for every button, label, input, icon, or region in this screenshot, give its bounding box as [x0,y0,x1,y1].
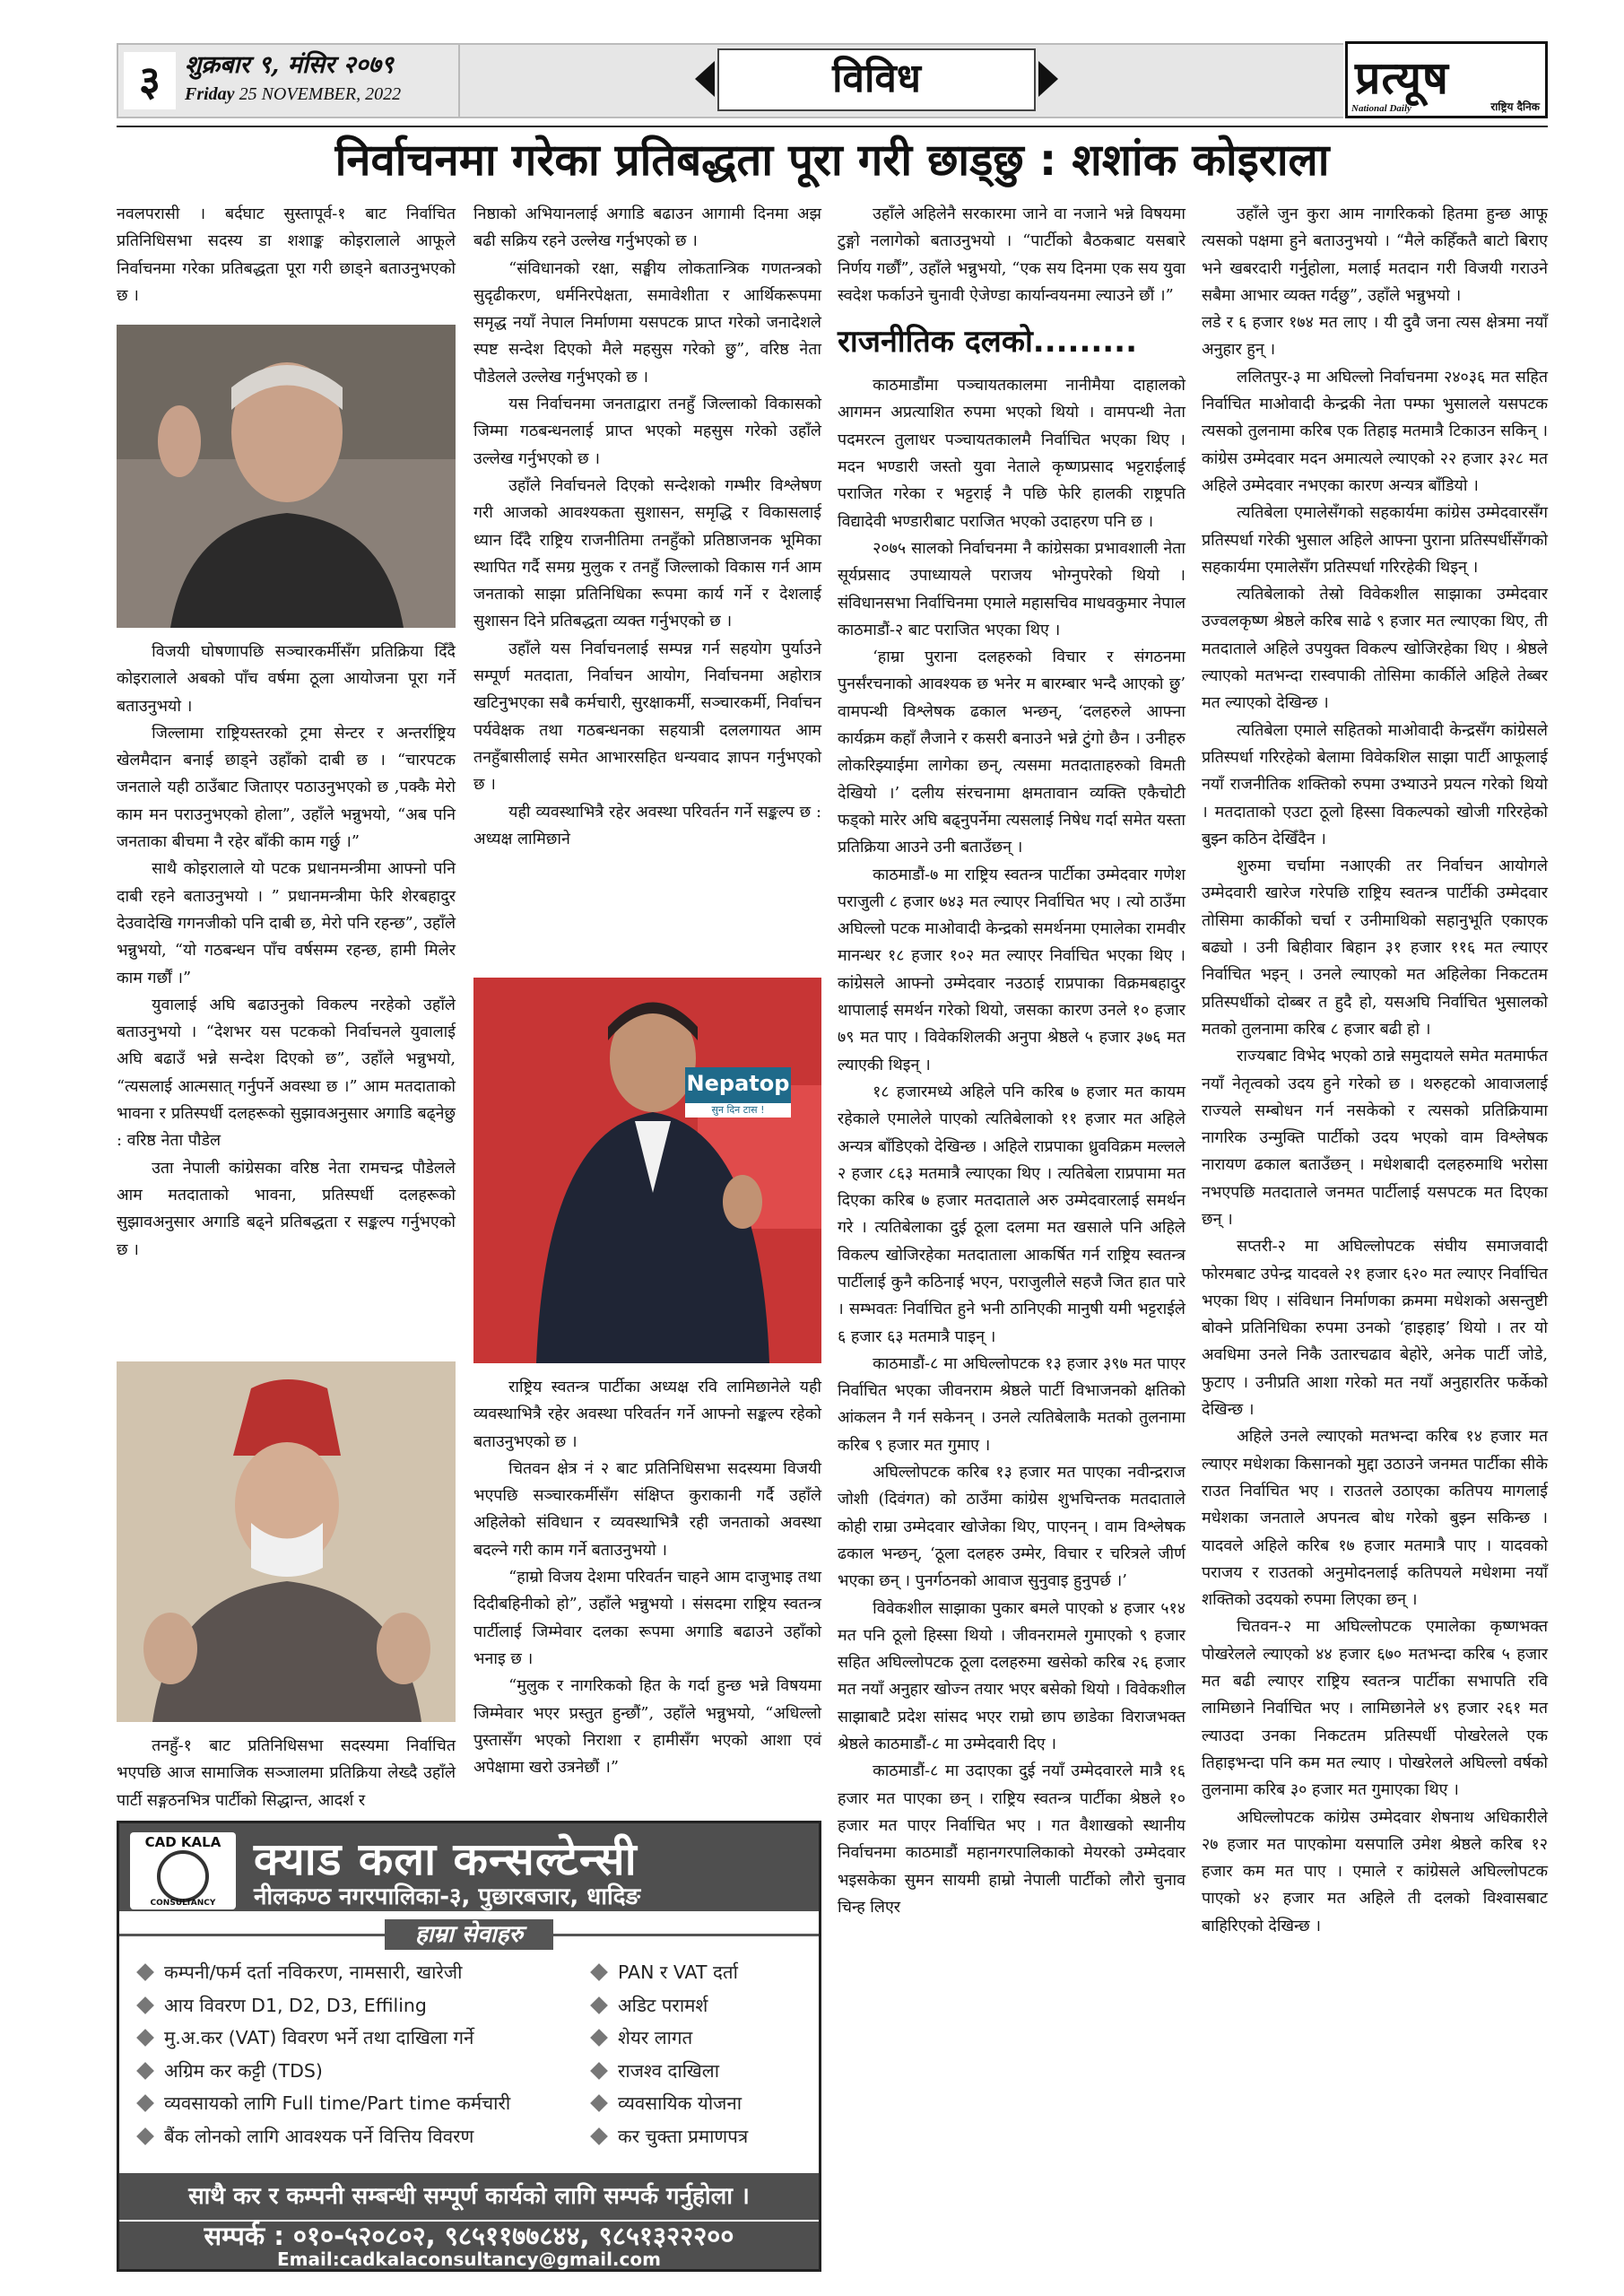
paragraph: काठमाडौंमा पञ्चायतकालमा नानीमैया दाहालको आगमन अप्रत्याशित रुपमा भएको थियो । वामपन्थी नेता पदमरत्न तुलाधर पञ्चायतकालमै निर्वाचित भएका थिए । मदन भण्डारी जस्तो युवा नेताले कृष्णप्रसाद भट्टराईलाई पराजित गरेका र भट्टराई नै पछि फेरि हालकी राष्ट्रपति विद्यादेवी भण्डारीबाट पराजित भएको उदाहरण पनि छ । [838,376,1185,531]
paragraph: विवेकशील साझाका पुकार बमले पाएको ४ हजार ५१४ मत पनि ठूलो हिस्सा थियो । जीवनरामले गुमाएको ९ हजार सहित अघिल्लोपटक ठूला दलहरुमा खसेको करिब २६ हजार मत नयाँ अनुहार खोज्न तयार भएर बसेको थियो । विवेकशील साझाबाटै प्रदेश सांसद भएर राम्रो छाप छाडेका विराजभक्त श्रेष्ठले काठमाडौं-८ मा उम्मेदवारी दिए । [838,1598,1185,1754]
date-english-day: Friday [185,84,235,104]
paragraph: साथै कोइरालाले यो पटक प्रधानमन्त्रीमा आफ्नो पनि दाबी रहने बताउनुभयो । ” प्रधानमन्त्रीमा फेरि शेरबहादुर देउवादेखि गगनजीको पनि दाबी छ, मेरो पनि रहन्छ”, उहाँले भन्नुभयो, “यो गठबन्धन पाँच वर्षसम्म रहन्छ, हामी मिलेर काम गर्छौं ।” [117,859,456,987]
paragraph: त्यतिबेला एमालेसँगको सहकार्यमा कांग्रेस उम्मेदवारसँग प्रतिस्पर्धा गरेकी भुसाल अहिले आफ्ना पुराना प्रतिस्पर्धीसँगको सहकार्यमा एमालेसँग प्रतिस्पर्धा गरिरहेकी थिइन् । [1202,503,1548,577]
paragraph: तनहुँ-१ बाट प्रतिनिधिसभा सदस्यमा निर्वाचित भएपछि आज सामाजिक सञ्जालमा प्रतिक्रिया लेख्दै उहाँले पार्टी सङ्गठनभित्र पार्टीको सिद्धान्त, आदर्श र [117,1736,456,1810]
list-item [593,2022,748,2055]
headline: निर्वाचनमा गरेका प्रतिबद्धता पूरा गरी छाड्छु : शशांक कोइराला [334,135,1330,186]
column-2-top [473,201,821,853]
photo-portrait-icon [117,1361,456,1722]
paragraph: लडे र ६ हजार १७४ मत लाए । यी दुवै जना त्यस क्षेत्रमा नयाँ अनुहार हुन् । [1202,313,1548,360]
bullet-icon [590,2127,608,2145]
paragraph: निष्ठाको अभियानलाई अगाडि बढाउन आगामी दिनमा अझ बढी सक्रिय रहने उल्लेख गर्नुभएको छ । [473,204,821,251]
photo-rabi-lamichhane [473,978,821,1363]
ad-logo-circle-icon [157,1850,209,1902]
service-label: कर चुक्ता प्रमाणपत्र [618,2125,749,2147]
ad-logo-text: CAD KALA [144,1834,221,1850]
ad-banner: साथै कर र कम्पनी सम्बन्धी सम्पूर्ण कार्यको लागि सम्पर्क गर्नुहोला । [119,2173,819,2220]
list-item [139,2120,510,2153]
service-label: व्यवसायिक योजना [618,2092,743,2114]
paragraph: अघिल्लोपटक कांग्रेस उम्मेदवार शेषनाथ अधिकारीले २७ हजार मत पाएकोमा यसपालि उमेश श्रेष्ठले करिब १२ हजार कम मत पाए । एमाले र कांग्रेसले अघिल्लोपटक पाएको ४२ हजार मत अहिले ती दलको विश्वासबाट बाहिरिएको देखिन्छ । [1202,1807,1548,1935]
ad-title: क्याड कला कन्सल्टेन्सी [254,1833,638,1885]
ad-logo-sub: CONSULTANCY [150,1899,216,1908]
list-item [139,1989,510,2022]
paragraph: उहाँले निर्वाचनले दिएको सन्देशको गम्भीर विश्लेषण गरी आजको आवश्यकता सुशासन, समृद्धि र विकासलाई ध्यान दिँदै राष्ट्रिय राजनीतिमा तनहुँको प्रतिष्ठाजनक भूमिका स्थापित गर्दै समग्र मुलुक र तनहुँ जिल्लाको विकास गर्न आम जनताको साझा प्रतिनिधिका रूपमा कार्य गर्ने र देशलाई सुशासन दिने प्रतिबद्धता व्यक्त गर्नुभएको छ । [473,475,821,631]
page-number: ३ [124,52,176,109]
paragraph: उहाँले अहिलेनै सरकारमा जाने वा नजाने भन्ने विषयमा टुङ्गो नलागेको बताउनुभयो । “पार्टीको बैठकबाट यसबारे निर्णय गर्छौं”, उहाँले भन्नुभयो, “एक सय दिनमा एक सय युवा स्वदेश फर्काउने चुनावी ऐजेण्डा कार्यान्वयनमा ल्याउने छौं ।” [838,204,1185,305]
logo-main-text: प्रत्यूष [1355,52,1449,104]
paragraph: १८ हजारमध्ये अहिले पनि करिब ७ हजार मत कायम रहेकाले एमालेले पाएको त्यतिबेलाको ११ हजार मत अहिले अन्यत्र बाँडिएको देखिन्छ । अहिले राप्रपाका ध्रुवविक्रम मल्लले २ हजार ८६३ मतमात्रै ल्याएका थिए । त्यतिबेला राप्रपामा मत दिएका करिब ७ हजार मतदाताले अरु उम्मेदवारलाई समर्थन गरे । त्यतिबेलाका दुई ठूला दलमा मत खसाले पनि अहिले विकल्प खोजिरहेका मतदाताला आकर्षित गर्न राष्ट्रिय स्वतन्त्र पार्टीलाई कुनै कठिनाई भएन, पराजुलीले सहजै जित हात पारे । सम्भवतः निर्वाचित हुने भनी ठानिएकी मानुषी यमी भट्टराईले ६ हजार ६३ मतमात्रै पाइन् । [838,1082,1185,1346]
date-nepali: शुक्रबार ९, मंसिर २०७९ [185,51,394,79]
paragraph: २०७५ सालको निर्वाचनमा नै कांग्रेसका प्रभावशाली नेता सूर्यप्रसाद उपाध्यायले पराजय भोग्नुपरेको थियो । संविधानसभा निर्वाचिनमा एमाले महासचिव माधवकुमार नेपाल काठमाडौं-२ बाट पराजित भएका थिए । [838,538,1185,639]
paragraph: शुरुमा चर्चामा नआएकी तर निर्वाचन आयोगले उम्मेदवारी खारेज गरेपछि राष्ट्रिय स्वतन्त्र पार्टीकी उम्मेदवार तोसिमा कार्कीको चर्चा र उनीमाथिको सहानुभूति एकाएक बढ्यो । उनी बिहीवार बिहान ३१ हजार ११६ मत ल्याएर निर्वाचित भइन् । उनले ल्याएको मत अहिलेका निकटतम प्रतिस्पर्धीको दोब्बर त हुदै हो, यसअघि निर्वाचित भुसालको मतको तुलनामा करिब ८ हजार बढी हो । [1202,857,1548,1039]
paragraph: अघिल्लोपटक करिब १३ हजार मत पाएका नवीन्द्रराज जोशी (दिवंगत) को ठाउँमा कांग्रेस शुभचिन्तक मतदाताले कोही राम्रा उम्मेदवार खोजेका थिए, पाएनन् । वाम विश्लेषक ढकाल भन्छन्, ‘ठूला दलहरु उम्मेर, विचार र चरित्रले जीर्ण भएका छन् । पुनर्गठनको आवाज सुनुवाइ हुनुपर्छ ।’ [838,1463,1185,1591]
paragraph: त्यतिबेला एमाले सहितको माओवादी केन्द्रसँग कांग्रेसले प्रतिस्पर्धा गरिरहेको बेलामा विवेकशिल साझा पार्टी आफूलाई नयाँ राजनीतिक शक्तिको रुपमा उभ्याउने प्रयत्न गरेको थियो । मतदाताको एउटा ठूलो हिस्सा विकल्पको खोजी गरिरहेको बुझ्न कठिन देखिँदैन । [1202,720,1548,848]
paragraph: यस निर्वाचनमा जनताद्वारा तनहुँ जिल्लाको विकासको जिम्मा गठबन्धनलाई प्राप्त भएको महसुस गरेको उहाँले उल्लेख गर्नुभएको छ । [473,395,821,468]
service-label: अग्रिम कर कट्टी (TDS) [164,2059,323,2082]
list-item [593,1956,748,1989]
date-english [185,84,401,105]
list-item [139,2055,510,2088]
paragraph: काठमाडौं-८ मा अघिल्लोपटक १३ हजार ३९७ मत पाएर निर्वाचित भएका जीवनराम श्रेष्ठले पार्टी विभाजनको क्षतिको आंकलन नै गर्न सकेनन् । उनले त्यतिबेलाकै मतको तुलनामा करिब ९ हजार मत गुमाए । [838,1353,1185,1455]
list-item [593,2120,748,2153]
paragraph: “संविधानको रक्षा, सङ्घीय लोकतान्त्रिक गणतन्त्रको सुदृढीकरण, धर्मनिरपेक्षता, समावेशीता र आर्थिकरूपमा समृद्ध नयाँ नेपाल निर्माणमा यसपटक प्राप्त गरेको जनादेशले स्पष्ट सन्देश दिएको मैले महसुस गरेको छु”, वरिष्ठ नेता पौडेलले उल्लेख गर्नुभएको छ । [473,258,821,387]
bullet-icon [136,2127,154,2145]
newspaper-logo [1345,41,1548,118]
paragraph: राष्ट्रिय स्वतन्त्र पार्टीका अध्यक्ष रवि लामिछानेले यही व्यवस्थाभित्रै रहेर अवस्था परिवर्तन गर्ने आफ्नो सङ्कल्प रहेको बताउनुभएको छ । [473,1378,821,1451]
ad-header [119,1823,819,1911]
ad-services-left [139,1956,510,2152]
ad-services-right [593,1956,748,2152]
column-1-bottom [117,1733,456,1814]
list-item [593,2087,748,2120]
service-label: बैंक लोनको लागि आवश्यक पर्ने वित्तिय विवरण [164,2125,474,2147]
paragraph: विजयी घोषणापछि सञ्चारकर्मीसँग प्रतिक्रिया दिँदै कोइरालाले अबको पाँच वर्षमा ठूला आयोजना पूरा गर्ने बताउनुभयो । [117,642,456,716]
column-1-top [117,201,456,309]
photo-logo-nepatop: Nepatop [685,1067,791,1103]
service-label: शेयर लागत [618,2027,693,2048]
list-item [139,2087,510,2120]
list-item [593,1989,748,2022]
service-label: अडिट परामर्श [618,1994,708,2016]
paragraph: जिल्लामा राष्ट्रियस्तरको ट्रमा सेन्टर र अन्तर्राष्ट्रिय खेलमैदान बनाई छाड्ने उहाँको दाबी छ । “चारपटक जनताले यही ठाउँबाट जिताएर पठाउनुभएको छ ,पक्कै मेरो काम मन पराउनुभएको होला”, उहाँले भन्नुभयो, “अब पनि जनताका बीचमा नै रहेर बाँकी काम गर्छु ।” [117,723,456,852]
bullet-icon [590,2062,608,2080]
paragraph: उहाँले जुन कुरा आम नागरिकको हितमा हुन्छ आफू त्यसको पक्षमा हुने बताउनुभयो । “मैले कहिँकतै बाटो बिराए भने खबरदारी गर्नुहोला, मलाई मतदान गरी विजयी गराउने सबैमा आभार व्यक्त गर्दछु”, उहाँले भन्नुभयो । [1202,204,1548,305]
paragraph: नवलपरासी । बर्दघाट सुस्तापूर्व-१ बाट निर्वाचित प्रतिनिधिसभा सदस्य डा शशाङ्क कोइरालाले आफूले निर्वाचनमा गरेका प्रतिबद्धता पूरा गरी छाड्ने बताउनुभएको छ । [117,204,456,305]
bullet-icon [136,2094,154,2112]
bullet-icon [590,2029,608,2047]
paragraph: काठमाडौं-८ मा उदाएका दुई नयाँ उम्मेदवारले मात्रै १६ हजार मत पाएका छन् । राष्ट्रिय स्वतन्त्र पार्टीका श्रेष्ठले १० हजार मत पाएर निर्वाचित भए । गत वैशाखको स्थानीय निर्वाचनमा काठमाडौं महानगरपालिकाको मेयरको उम्मेदवार भइसकेका सुमन सायमी हाम्रो नेपाली पार्टीको लौरो चुनाव चिन्ह लिएर [838,1761,1185,1917]
service-label: व्यवसायको लागि Full time/Part time कर्मचारी [164,2092,511,2114]
bullet-icon [590,1963,608,1981]
arrow-right-icon [1038,61,1058,97]
bullet-icon [590,1996,608,2014]
paragraph: अहिले उनले ल्याएको मतभन्दा करिब १४ हजार मत ल्याएर मधेशका किसानको मुद्दा उठाउने जनमत पार्टीका सीके राउत निर्वाचित भए । राउतले उठाएका कतिपय मागलाई मधेशका जनताले अपनत्व बोध गरेको बुझ्न सकिन्छ । यादवले अहिले करिब १७ हजार मतमात्रै पाए । यादवको पराजय र राउतको अनुमोदनलाई कतिपयले मधेशमा नयाँ शक्तिको उदयको रुपमा लिएका छन् । [1202,1427,1548,1610]
bullet-icon [136,2062,154,2080]
service-label: मु.अ.कर (VAT) विवरण भर्ने तथा दाखिला गर्ने [164,2027,474,2048]
bullet-icon [136,1963,154,1981]
paragraph: युवालाई अघि बढाउनुको विकल्प नरहेको उहाँले बताउनुभयो । “देशभर यस पटकको निर्वाचनले युवालाई अघि बढाउँ भन्ने सन्देश दिएको छ”, उहाँले भन्नुभयो, “त्यसलाई आत्मसात् गर्नुपर्ने अवस्था छ ।” आम मतदाताको भावना र प्रतिस्पर्धी दलहरूको सुझावअनुसार अगाडि बढ्नेछु : वरिष्ठ नेता पौडेल [117,995,456,1151]
section-title: विविध [717,48,1036,111]
service-label: राजश्व दाखिला [618,2059,720,2082]
photo-ramchandra-paudel [117,1361,456,1722]
header-divider [117,126,1548,127]
ad-contact-phones: सम्पर्क : ०१०-५२०८०२, ९८५११७७८४४, ९८५१३२२२०० [204,2221,734,2251]
logo-sub-english: National Daily [1351,103,1411,114]
subheading: यही व्यवस्थाभित्रै रहेर अवस्था परिवर्तन गर्ने सङ्कल्प छ : अध्यक्ष लामिछाने [473,802,821,848]
service-label: कम्पनी/फर्म दर्ता नविकरण, नामसारी, खारेजी [164,1961,463,1983]
paragraph: उहाँले यस निर्वाचनलाई सम्पन्न गर्न सहयोग पुर्याउने सम्पूर्ण मतदाता, निर्वाचन आयोग, निर्वाचनमा अहोरात्र खटिनुभएका सबै कर्मचारी, सुरक्षाकर्मी, सञ्चारकर्मी, निर्वाचन पर्यवेक्षक तथा गठबन्धनका सहयात्री दललगायत आम तनहुँबासीलाई समेत आभारसहित धन्यवाद ज्ञापन गर्नुभएको छ । [473,639,821,795]
photo-portrait-icon [117,325,456,628]
ad-email: Email:cadkalaconsultancy@gmail.com [277,2248,661,2270]
paragraph: उता नेपाली कांग्रेसका वरिष्ठ नेता रामचन्द्र पौडेलले आम मतदाताको भावना, प्रतिस्पर्धी दलहरूको सुझावअनुसार अगाडि बढ्ने प्रतिबद्धता र सङ्कल्प गर्नुभएको छ । [117,1158,456,1259]
bullet-icon [136,1996,154,2014]
bullet-icon [136,2029,154,2047]
paragraph: सप्तरी-२ मा अघिल्लोपटक संघीय समाजवादी फोरमबाट उपेन्द्र यादवले २१ हजार ६२० मत ल्याएर निर्वाचित भएका थिए । संविधान निर्माणका क्रममा मधेशको असन्तुष्टी बोक्ने प्रतिनिधिका रुपमा उनको ‘हाइहाइ’ थियो । तर यो अवधिमा उनले निकै उतारचढाव बेहोरे, अनेक पार्टी जोडे, फुटाए । उनीप्रति आशा गरेको मत नयाँ अनुहारतिर फर्केको देखिन्छ । [1202,1237,1548,1420]
column-1-middle [117,639,456,1264]
list-item [139,2022,510,2055]
date-english-rest: 25 NOVEMBER, 2022 [234,84,402,104]
photo-logo-tagline: सुन दिन टास ! [685,1103,791,1118]
paragraph: ललितपुर-३ मा अघिल्लो निर्वाचनमा २४०३६ मत सहित निर्वाचित माओवादी केन्द्रकी नेता पम्फा भुसालले यसपटक त्यसको तुलनामा करिब एक तिहाइ मतमात्रै टिकाउन सकिन् । कांग्रेस उम्मेदवार मदन अमात्यले ल्याएको २२ हजार ३२८ मत अहिले उम्मेदवार नभएका कारण अन्यत्र बाँडियो । [1202,367,1548,495]
ad-logo [130,1832,236,1909]
advertisement-cad-kala [117,1821,821,2272]
list-item [593,2055,748,2088]
paragraph: चितवन क्षेत्र नं २ बाट प्रतिनिधिसभा सदस्यमा विजयी भएपछि सञ्चारकर्मीसँग संक्षिप्त कुराकानी गर्दै उहाँले अहिलेको संविधान र व्यवस्थाभित्रै रही जनताको अवस्था बदल्ने गरी काम गर्ने बताउनुभयो । [473,1458,821,1560]
paragraph: काठमाडौं-७ मा राष्ट्रिय स्वतन्त्र पार्टीका उम्मेदवार गणेश पराजुली ८ हजार ७४३ मत ल्याएर निर्वाचित भए । त्यो ठाउँमा अघिल्लो पटक माओवादी केन्द्रको समर्थनमा एमालेका रामवीर मानन्धर १८ हजार १०२ मत ल्याएर निर्वाचित भएका थिए । कांग्रेसले आफ्नो उम्मेदवार नउठाई राप्रपाका विक्रमबहादुर थापालाई समर्थन गरेको थियो, जसका कारण उनले १० हजार ७९ मत पाए । विवेकशिलकी अनुपा श्रेष्ठले ५ हजार ३७६ मत ल्याएकी थिइन् । [838,865,1185,1074]
paragraph: त्यतिबेलाको तेस्रो विवेकशील साझाका उम्मेदवार उज्वलकृष्ण श्रेष्ठले करिब साढे ९ हजार मत ल्याएका थिए, ती मतदाताले अहिले उपयुक्त विकल्प खोजिरहेका थिए । श्रेष्ठले ल्याएको मतभन्दा रास्वपाकी तोसिमा कार्कीले अहिले तेब्बर मत ल्याएको देखिन्छ । [1202,585,1548,713]
photo-portrait-icon [473,978,821,1363]
paragraph: चितवन-२ मा अघिल्लोपटक एमालेका कृष्णभक्त पोखरेलले ल्याएको ४४ हजार ६७० मतभन्दा करिब ५ हजार मत बढी ल्याएर राष्ट्रिय स्वतन्त्र पार्टीका सभापति रवि लामिछाने निर्वाचित भए । लामिछानेले ४९ हजार २६१ मत ल्याउदा उनका निकटतम प्रतिस्पर्धी पोखरेलले एक तिहाइभन्दा पनि कम मत ल्याए । पोखरेलले अघिल्लो वर्षको तुलनामा करिब ३० हजार मत गुमाएका थिए । [1202,1617,1548,1800]
column-3 [838,201,1185,1921]
ad-services-heading: हाम्रा सेवाहरु [385,1919,553,1950]
bullet-icon [590,2094,608,2112]
column-2-bottom [473,1374,821,1781]
ad-address: नीलकण्ठ नगरपालिका-३, पुछारबजार, धादिङ [254,1883,641,1910]
paragraph: “मुलुक र नागरिकको हित के गर्दा हुन्छ भन्ने विषयमा जिम्मेवार भएर प्रस्तुत हुन्छौं”, उहाँले भन्नुभयो, “अधिल्लो पुस्तासँग भएको निराशा र हामीसँग भएको आशा एवं अपेक्षामा खरो उत्रनेछौं ।” [473,1676,821,1778]
paragraph: “हाम्रो विजय देशमा परिवर्तन चाहने आम दाजुभाइ तथा दिदीबहिनीको हो”, उहाँले भन्नुभयो । संसदमा राष्ट्रिय स्वतन्त्र पार्टीलाई जिम्मेवार दलका रूपमा अगाडि बढाउने उहाँको भनाइ छ । [473,1568,821,1668]
list-item [139,1956,510,1989]
service-label: PAN र VAT दर्ता [618,1961,738,1983]
photo-shashank-koirala [117,325,456,628]
arrow-left-icon [695,61,715,97]
ad-contact-block [119,2222,819,2269]
paragraph: ‘हाम्रा पुराना दलहरुको विचार र संगठनमा पुनर्संरचनाको आवश्यक छ भनेर म बारम्बार भन्दै आएको छु’ वामपन्थी विश्लेषक ढकाल भन्छन्, ‘दलहरुले आफ्ना कार्यक्रम कहाँ लैजाने र कसरी बनाउने भन्ने टुंगो छैन । उनीहरु लोकरिझ्याईमा लागेका छन्, त्यसमा मतदाताहरुको विमती देखियो ।’ दलीय संरचनामा क्षमतावान व्यक्ति एकैचोटी फड्को मारेर अघि बढ्नुपर्नेमा त्यसलाई निषेध गर्दा समेत यस्ता प्रतिक्रिया आउने उनी बताउँछन् । [838,648,1185,857]
logo-sub-nepali: राष्ट्रिय दैनिक [1490,100,1540,113]
paragraph: राज्यबाट विभेद भएको ठान्ने समुदायले समेत मतमार्फत नयाँ नेतृत्वको उदय हुने गरेको छ । थरुहटको आवाजलाई राज्यले सम्बोधन गर्न नसकेको र त्यसको प्रतिक्रियामा नागरिक उन्मुक्ति पार्टीको उदय भएको वाम विश्लेषक नारायण ढकाल बताउँछन् । मधेशबादी दलहरुमाथि भरोसा नभएपछि मतदाताले जनमत पार्टीलाई यसपटक मत दिएका छन् । [1202,1047,1548,1229]
service-label: आय विवरण D1, D2, D3, Effiling [164,1994,427,2016]
subheading-political-parties: राजनीतिक दलको......... [838,324,1138,361]
column-4 [1202,201,1548,1940]
